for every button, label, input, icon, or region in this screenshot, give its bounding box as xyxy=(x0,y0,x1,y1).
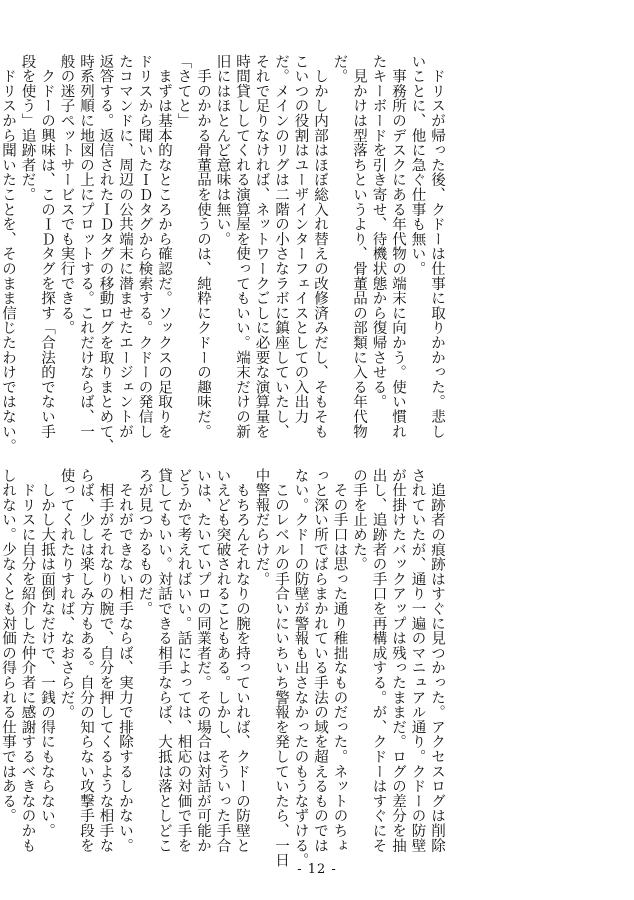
text-column: 使ってくれたりすれば、なおさらだ。 xyxy=(58,468,75,720)
text-column: ドリスが帰った後、クドーは仕事に取りかかった。悲し xyxy=(429,54,445,439)
text-column: たキーボードを引き寄せ、待機状態から復帰させる。 xyxy=(370,54,387,410)
text-column: 般の迷子ペットサービスでも実行できる。 xyxy=(58,54,75,336)
text-column: らば、少しは楽しみ方もある。自分の知らない攻撃手段を xyxy=(78,468,94,853)
lower-text-block xyxy=(0,468,446,868)
text-column: いえども突破されることもある。しかし、そういった手合 xyxy=(214,468,231,853)
text-column: 時間貸ししてくれる演算屋を使ってもいい。端末だけの新 xyxy=(234,54,250,439)
text-column: しれない。少なくとも対価の得られる仕事ではある。 xyxy=(0,468,16,824)
text-column: が仕掛けたバックアップは残ったままだ。ログの差分を抽 xyxy=(390,468,406,853)
text-column: 相手がそれなりの腕で、自分を押してくるような相手な xyxy=(97,468,114,853)
text-column: たコマンドに、周辺の公共端末に潜ませたエージェントが xyxy=(117,54,133,439)
text-column: 旧にはほとんど意味は無い。 xyxy=(214,54,231,247)
text-column: 貸してもいい。対話できる相手ならば、大抵は落としどこ xyxy=(156,468,172,853)
text-column: っと深い所でばらまかれている手法の域を超えるものでは xyxy=(312,468,328,853)
text-column: いは、たいていプロの同業者だ。その場合は対話が可能か xyxy=(195,468,211,853)
text-column: それで足りなければ、ネットワークごしに必要な演算量を xyxy=(253,54,270,439)
text-column: しかし内部はほぼ総入れ替えの改修済みだし、そもそも xyxy=(312,54,328,439)
text-column: 手のかかる骨董品を使うのは、純粋にクドーの趣味だ。 xyxy=(195,54,211,439)
text-column: だ。 xyxy=(331,54,348,84)
text-column: 段を使う」追跡者だ。 xyxy=(19,54,36,202)
text-column: 事務所のデスクにある年代物の端末に向かう。使い慣れ xyxy=(390,54,406,439)
page-number: - 12 - xyxy=(297,862,337,877)
text-column: クドーの興味は、このＩＤタグを探す「合法的でない手 xyxy=(39,54,55,439)
text-column: されていたが、通り一遍のマニュアル通り。クドーの防壁 xyxy=(409,468,426,853)
text-column: もちろんそれなりの腕を持っていれば、クドーの防壁と xyxy=(234,468,250,853)
text-column: どうかで考えればいい。話によっては、相応の対価で手を xyxy=(175,468,192,853)
text-column: 中警報だらけだ。 xyxy=(253,468,270,587)
text-column: ない。クドーの防壁が警報も出さなかったのもうなずける。 xyxy=(292,468,309,868)
text-column: しかし大抵は面倒なだけで、一銭の得にもならない。 xyxy=(39,468,55,838)
text-column: ドリスに自分を紹介した仲介者に感謝するべきなのかも xyxy=(19,468,36,853)
text-column: まずは基本的なところから確認だ。ソックスの足取りを xyxy=(156,54,172,439)
text-column: その手口は思った通り稚拙なものだった。ネットのちょ xyxy=(331,468,348,853)
text-column: 追跡者の痕跡はすぐに見つかった。アクセスログは削除 xyxy=(429,468,445,853)
text-column: いことに、他に急ぐ仕事も無い。 xyxy=(409,54,426,276)
text-column: 時系列順に地図の上にプロットする。これだけならば、一 xyxy=(78,54,94,439)
text-column: ドリスから聞いたことを、そのまま信じたわけではない。 xyxy=(0,54,16,454)
text-column: 「さてと」 xyxy=(175,54,192,128)
text-column: このレベルの手合いにいちいち警報を発していたら、一日 xyxy=(273,468,289,868)
text-column: だ。メインのリグは二階の小さなラボに鎮座していたし、 xyxy=(273,54,289,439)
text-column: 出し、追跡者の手口を再構成する。が、クドーはすぐにそ xyxy=(370,468,387,853)
text-column: こいつの役割はユーザインターフェイスとしての入出力 xyxy=(292,54,309,424)
text-column: それができない相手ならば、実力で排除するしかない。 xyxy=(117,468,133,853)
text-column: の手を止めた。 xyxy=(351,468,367,572)
text-column: ドリスから聞いたＩＤタグから検索する。クドーの発信し xyxy=(136,54,153,439)
text-column: 返答する。返信されたＩＤタグの移動ログを取りまとめて、 xyxy=(97,54,114,454)
upper-text-block xyxy=(0,54,446,454)
text-column: ろが見つかるものだ。 xyxy=(136,468,153,616)
text-column: 見かけは型落ちというより、骨董品の部類に入る年代物 xyxy=(351,54,367,439)
